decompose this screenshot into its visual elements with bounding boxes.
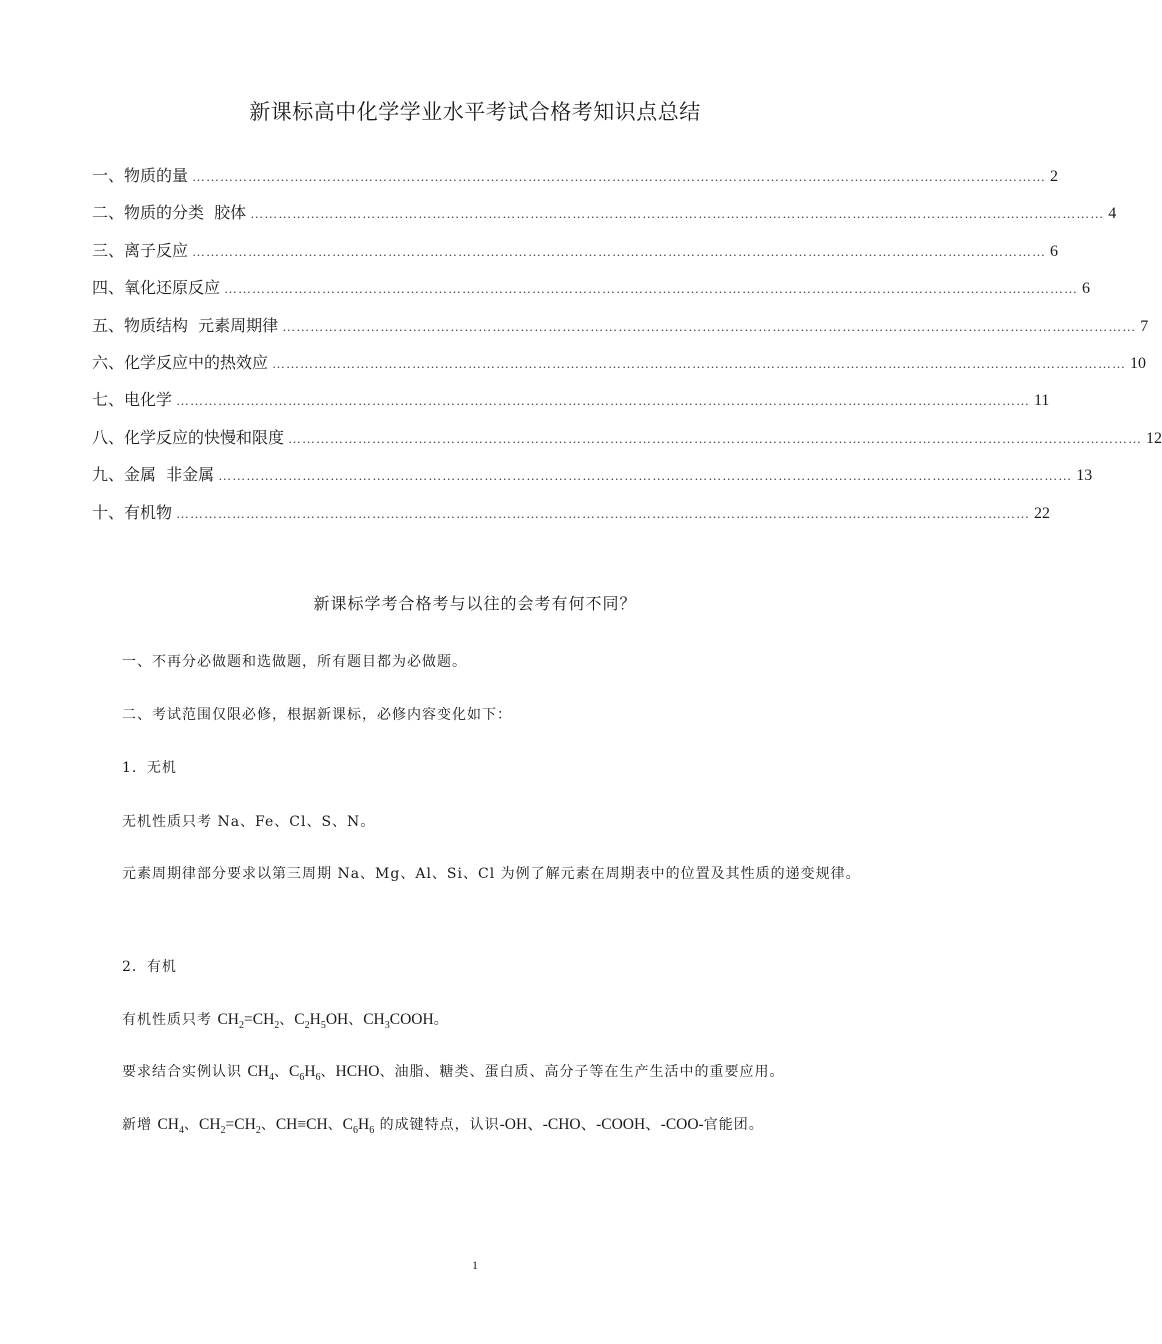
table-of-contents: [92, 163, 1162, 537]
toc-leader-dots: …………………………………………………………………………………………………………………………………………………………………: [218, 468, 1073, 484]
toc-leader-dots: …………………………………………………………………………………………………………………………………………………………………: [192, 169, 1047, 184]
toc-entry[interactable]: [92, 350, 1147, 387]
toc-entry-page: 22: [1034, 504, 1051, 522]
toc-entry-label: 五、物质结构 元素周期律: [92, 315, 279, 335]
toc-entry-page: 11: [1034, 392, 1050, 410]
toc-entry[interactable]: [92, 200, 1117, 237]
toc-entry[interactable]: [92, 425, 1162, 462]
toc-leader-dots: …………………………………………………………………………………………………………………………………………………………………: [176, 505, 1031, 521]
paragraph: 二、考试范围仅限必修，根据新课标，必修内容变化如下：: [122, 707, 512, 723]
toc-leader-dots: …………………………………………………………………………………………………………………………………………………………………: [272, 355, 1127, 371]
toc-entry[interactable]: [92, 313, 1149, 350]
toc-leader-dots: …………………………………………………………………………………………………………………………………………………………………: [176, 393, 1031, 409]
toc-entry[interactable]: [92, 275, 1091, 312]
toc-entry[interactable]: [92, 387, 1050, 424]
subheading: 2．有机: [122, 959, 177, 975]
paragraph-new-content: 新增 $CH_4$、$CH_2=CH_2$、CH≡CH、$C_6H_6$ 的成键特点，认识-OH、-CHO、-COOH、-COO-官能团。: [122, 1116, 764, 1136]
toc-entry-label: 一、物质的量: [92, 166, 189, 185]
toc-entry[interactable]: [92, 462, 1093, 499]
toc-entry-page: 7: [1140, 317, 1149, 335]
paragraph: 无机性质只考 Na、Fe、Cl、S、N。: [122, 814, 376, 830]
toc-entry-page: 13: [1076, 467, 1093, 485]
toc-entry-label: 四、氧化还原反应: [92, 278, 221, 298]
section-title: 新课标学考合格考与以往的会考有何不同？: [313, 594, 637, 613]
toc-leader-dots: …………………………………………………………………………………………………………………………………………………………………: [250, 206, 1105, 222]
document-title: 新课标高中化学学业水平考试合格考知识点总结: [249, 100, 701, 124]
page-number: 1: [472, 1258, 478, 1272]
toc-entry-page: 6: [1082, 280, 1091, 298]
paragraph: 元素周期律部分要求以第三周期 Na、Mg、Al、Si、Cl 为例了解元素在周期表中的位置及其性质的递变规律。: [122, 866, 861, 882]
toc-entry-page: 6: [1050, 242, 1059, 260]
paragraph-organic-applications: 要求结合实例认识 $CH_4$、$C_6H_6$、HCHO、油脂、糖类、蛋白质、高分子等在生产生活中的重要应用。: [122, 1063, 785, 1083]
toc-entry-label: 九、金属 非金属: [92, 465, 215, 485]
toc-leader-dots: …………………………………………………………………………………………………………………………………………………………………: [224, 281, 1079, 297]
toc-entry[interactable]: [92, 500, 1051, 537]
toc-entry-page: 4: [1108, 205, 1117, 223]
subheading: 1．无机: [122, 760, 177, 776]
toc-entry-label: 八、化学反应的快慢和限度: [92, 427, 285, 447]
toc-entry-page: 10: [1130, 354, 1147, 372]
toc-entry-label: 十、有机物: [92, 502, 173, 522]
toc-entry-label: 三、离子反应: [92, 240, 189, 260]
toc-entry[interactable]: [92, 163, 1059, 200]
toc-leader-dots: …………………………………………………………………………………………………………………………………………………………………: [282, 318, 1137, 334]
toc-entry-page: 12: [1146, 429, 1162, 447]
toc-entry-label: 七、电化学: [92, 390, 173, 410]
toc-leader-dots: …………………………………………………………………………………………………………………………………………………………………: [288, 430, 1143, 446]
toc-entry[interactable]: [92, 238, 1059, 275]
toc-leader-dots: …………………………………………………………………………………………………………………………………………………………………: [192, 243, 1047, 259]
paragraph-organic-properties: 有机性质只考 $CH_2=CH_2$、$C_2H_5OH$、$CH_3COOH$。: [122, 1011, 449, 1031]
toc-entry-page: 2: [1050, 168, 1059, 185]
paragraph: 一、不再分必做题和选做题，所有题目都为必做题。: [122, 654, 467, 670]
toc-entry-label: 二、物质的分类 胶体: [92, 203, 247, 223]
toc-entry-label: 六、化学反应中的热效应: [92, 352, 269, 372]
